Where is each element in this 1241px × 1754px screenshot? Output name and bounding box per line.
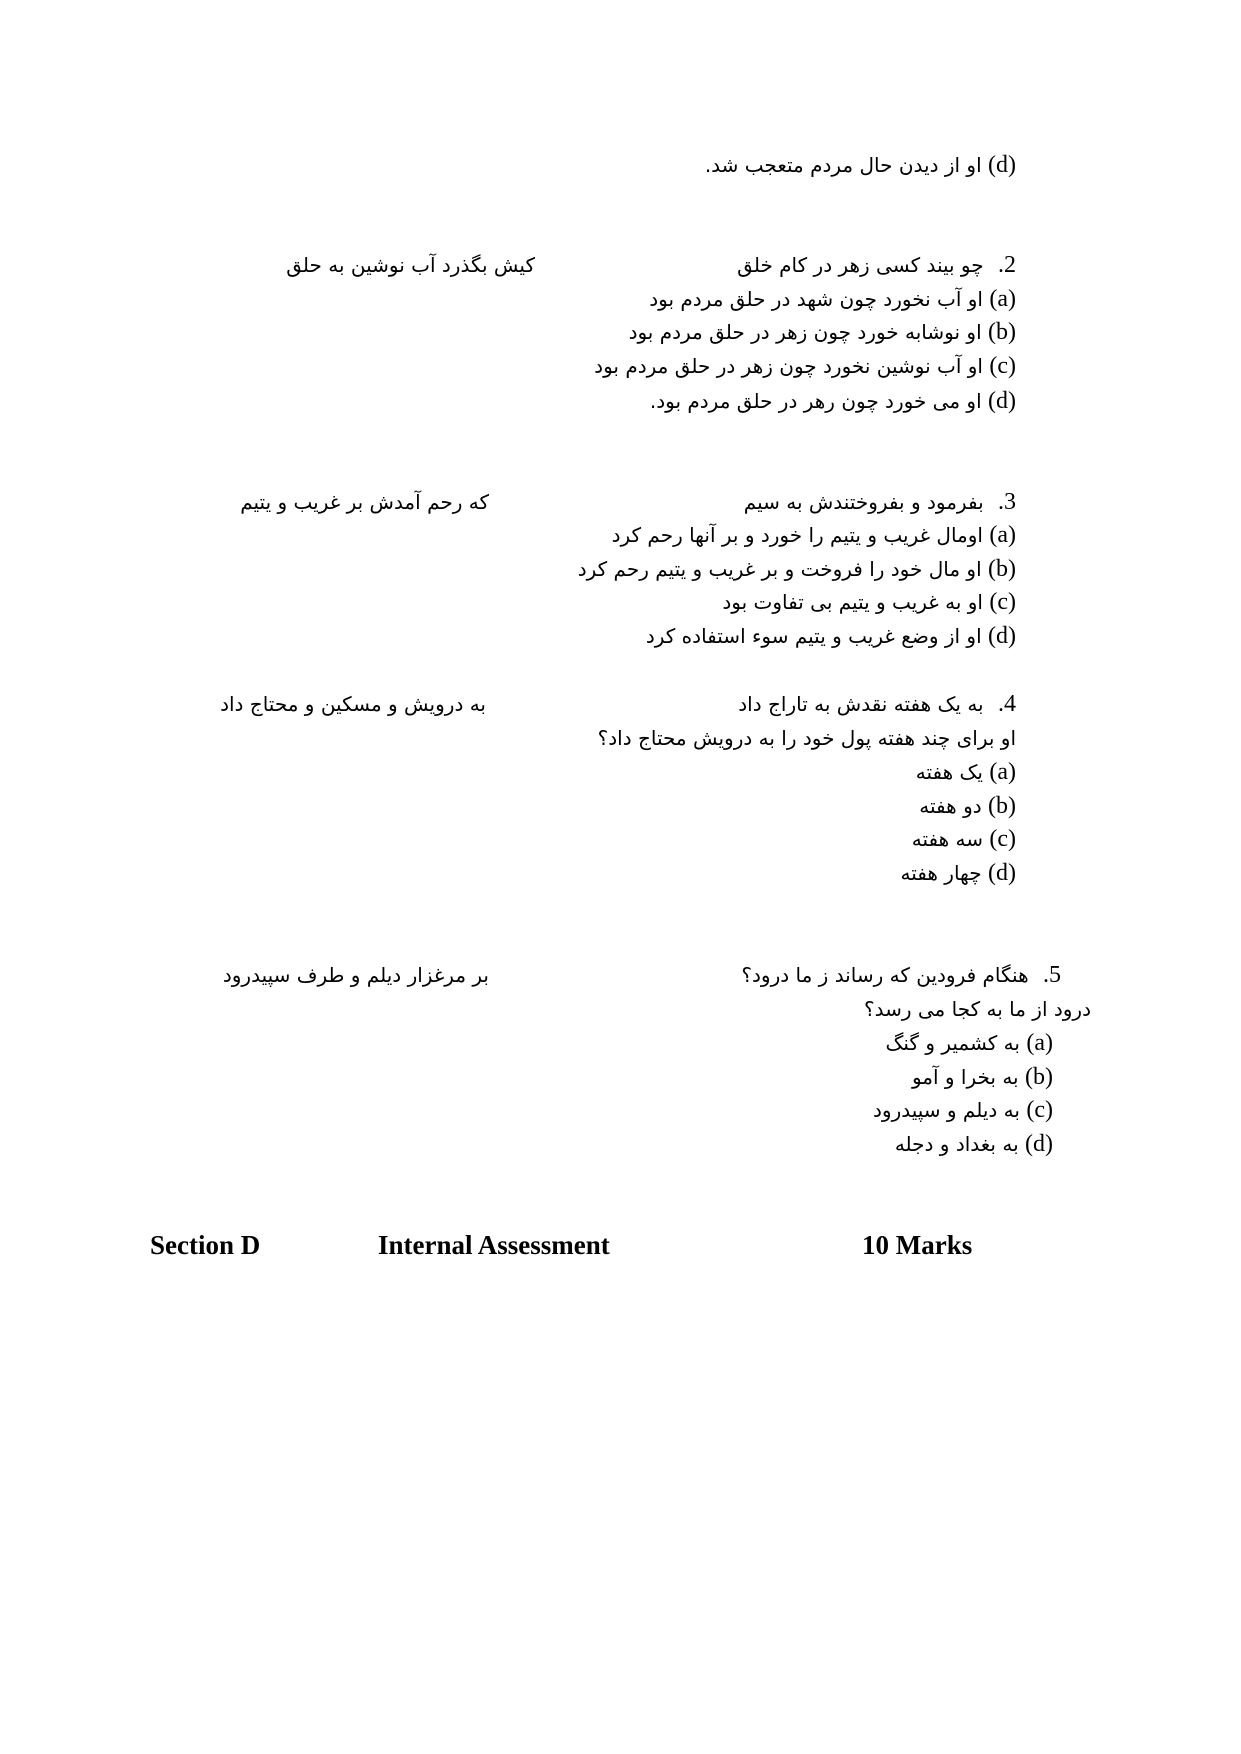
question-2-option-b xyxy=(629,315,1016,349)
option-marker: (b) xyxy=(988,556,1016,582)
option-marker: (c) xyxy=(989,826,1016,852)
option-text: او از دیدن حال مردم متعجب شد. xyxy=(704,153,982,177)
option-text: چهار هفته xyxy=(900,861,982,885)
question-number: 5 . xyxy=(1043,962,1061,988)
option-marker: (d) xyxy=(1025,1131,1053,1157)
question-4-option-a xyxy=(916,755,1016,789)
option-marker: (b) xyxy=(988,793,1016,819)
option-text: او می خورد چون رهر در حلق مردم بود. xyxy=(649,389,982,413)
option-text: او به غریب و یتیم بی تفاوت بود xyxy=(722,590,983,614)
option-marker: (d) xyxy=(988,623,1016,649)
option-text: دو هفته xyxy=(919,794,982,818)
question-5-verse-second-half: بر مرغزار دیلم و طرف سپیدرود xyxy=(222,963,489,987)
option-marker: (b) xyxy=(1025,1064,1053,1090)
question-4-option-c xyxy=(912,822,1016,856)
question-3-option-b xyxy=(578,552,1016,586)
question-3-verse-first-half xyxy=(744,485,1016,519)
question-3-option-d xyxy=(646,619,1016,653)
option-marker: (c) xyxy=(989,589,1016,615)
question-2-option-a xyxy=(649,282,1016,316)
option-text: او نوشابه خورد چون زهر در حلق مردم بود xyxy=(628,320,982,344)
verse-text: بفرمود و بفروختندش به سیم xyxy=(743,490,984,514)
option-text: او مال خود را فروخت و بر غریب و یتیم رحم کرد xyxy=(577,557,982,581)
question-3-option-c xyxy=(722,585,1016,619)
verse-text: هنگام فرودین که رساند ز ما درود؟ xyxy=(741,963,1029,987)
option-marker: (c) xyxy=(1026,1097,1053,1123)
question-2-verse-first-half xyxy=(737,248,1016,282)
option-text: او آب نوشین نخورد چون زهر در حلق مردم بود xyxy=(594,354,983,378)
option-text: به بخرا و آمو xyxy=(911,1065,1019,1089)
option-d xyxy=(705,148,1016,182)
question-4-verse-first-half xyxy=(738,687,1016,721)
question-4-verse-second-half: به درویش و مسکین و محتاج داد xyxy=(220,692,486,716)
question-5-verse-first-half xyxy=(741,958,1061,992)
question-5-option-c xyxy=(873,1093,1053,1127)
option-marker: (c) xyxy=(989,353,1016,379)
option-marker: (b) xyxy=(988,319,1016,345)
question-3-option-a xyxy=(612,518,1016,552)
question-4-option-d xyxy=(901,856,1016,890)
option-marker: (a) xyxy=(989,522,1016,548)
option-text: او از وضع غریب و یتیم سوء استفاده کرد xyxy=(645,624,982,648)
question-5-option-b xyxy=(912,1060,1053,1094)
question-2-verse-second-half: کیش بگذرد آب نوشین به حلق xyxy=(286,253,535,277)
question-4-prompt: او برای چند هفته پول خود را به درویش محتاج داد؟ xyxy=(597,726,1016,750)
option-marker: (a) xyxy=(989,286,1016,312)
question-number: 3 . xyxy=(998,489,1016,515)
option-marker: (d) xyxy=(988,388,1016,414)
option-text: به بغداد و دجله xyxy=(894,1132,1019,1156)
option-marker: (a) xyxy=(989,759,1016,785)
question-5-option-a xyxy=(886,1026,1054,1060)
option-text: یک هفته xyxy=(915,760,983,784)
question-5-option-d xyxy=(895,1127,1053,1161)
question-number: 2 . xyxy=(998,252,1016,278)
question-5-prompt: درود از ما به کجا می رسد؟ xyxy=(863,997,1091,1021)
option-marker: (a) xyxy=(1026,1030,1053,1056)
question-4-option-b xyxy=(919,789,1016,823)
option-text: به کشمیر و گنگ xyxy=(885,1031,1020,1055)
question-number: 4 . xyxy=(998,691,1016,717)
option-marker: (d) xyxy=(988,152,1016,178)
option-marker: (d) xyxy=(988,860,1016,886)
question-2-option-d xyxy=(650,384,1016,418)
section-label: Section D xyxy=(150,1230,261,1260)
option-text: به دیلم و سپیدرود xyxy=(873,1098,1020,1122)
verse-text: به یک هفته نقدش به تاراج داد xyxy=(738,692,984,716)
section-title: Internal Assessment xyxy=(378,1230,610,1260)
verse-text: چو بیند کسی زهر در کام خلق xyxy=(737,253,984,277)
option-text: او آب نخورد چون شهد در حلق مردم بود xyxy=(649,287,983,311)
question-3-verse-second-half: که رحم آمدش بر غریب و یتیم xyxy=(240,490,489,514)
option-text: سه هفته xyxy=(911,827,983,851)
option-text: اومال غریب و یتیم را خورد و بر آنها رحم کرد xyxy=(611,523,983,547)
question-2-option-c xyxy=(594,349,1016,383)
section-marks: 10 Marks xyxy=(862,1230,973,1260)
